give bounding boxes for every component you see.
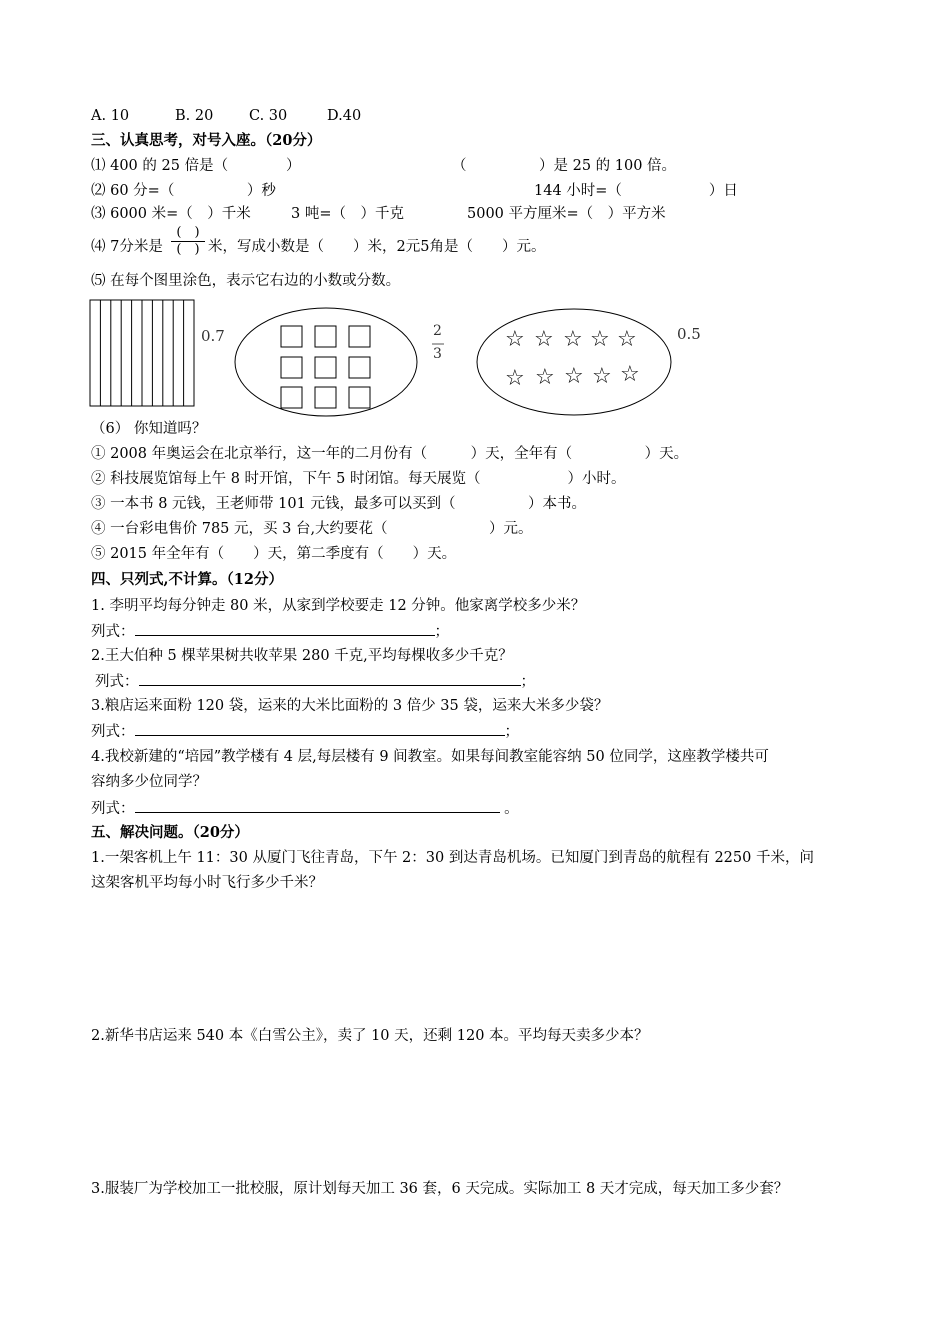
star-icon: ☆ <box>590 327 610 352</box>
section-3-title: 三、认真思考，对号入座。（20分） <box>91 132 322 149</box>
fraction-numerator: ( ) <box>176 225 200 240</box>
q3-3b: 3 吨=（ ）千克 <box>291 206 404 222</box>
star-icon: ☆ <box>617 327 637 352</box>
figure-fraction-denominator: 3 <box>433 346 442 362</box>
star-icon: ☆ <box>534 327 554 352</box>
figure-label-decimal-3: 0.5 <box>677 325 701 343</box>
option-c: C. 30 <box>249 108 288 124</box>
formula-label: 列式： <box>91 624 135 640</box>
q3-6-item-1: ① 2008 年奥运会在北京举行，这一年的二月份有（ ）天，全年有（ ）天。 <box>91 446 689 462</box>
option-a: A. 10 <box>91 108 130 124</box>
formula-label: 列式： <box>95 674 139 690</box>
section-5-title: 五、解决问题。（20分） <box>91 824 249 841</box>
q4-4a: 4.我校新建的“培园”教学楼有 4 层,每层楼有 9 间教室。如果每间教室能容纳 50 位同学，这座教学楼共可 <box>91 749 769 765</box>
option-d: D.40 <box>327 108 362 124</box>
q5-1b: 这架客机平均每小时飞行多少千米？ <box>91 875 323 891</box>
star-icon: ☆ <box>535 365 555 390</box>
q3-3a: ⑶ 6000 米=（ ）千米 <box>91 206 251 222</box>
q3-6-title: （6） 你知道吗？ <box>91 421 207 437</box>
q4-1: 1. 李明平均每分钟走 80 米，从家到学校要走 12 分钟。他家离学校多少米？ <box>91 598 586 614</box>
q4-1-formula: 列式： ； <box>91 621 449 642</box>
q3-4-post: 米，写成小数是（ ）米，2元5角是（ ）元。 <box>208 239 546 255</box>
q3-2a: ⑵ 60 分=（ ）秒 <box>91 183 276 199</box>
q3-5: ⑸ 在每个图里涂色，表示它右边的小数或分数。 <box>91 273 401 289</box>
stars-ellipse <box>477 309 671 415</box>
answer-blank[interactable] <box>135 621 435 636</box>
star-icon: ☆ <box>564 364 584 389</box>
option-b: B. 20 <box>175 108 214 124</box>
q3-2b: 144 小时=（ ）日 <box>534 183 738 199</box>
q3-4-pre: ⑷ 7分米是 <box>91 239 163 255</box>
q4-3: 3.粮店运来面粉 120 袋，运来的大米比面粉的 3 倍少 35 袋，运来大米多少袋？ <box>91 698 609 714</box>
q5-2: 2.新华书店运来 540 本《白雪公主》，卖了 10 天，还剩 120 本。平均每天卖多少本？ <box>91 1028 649 1044</box>
formula-label: 列式： <box>91 801 135 817</box>
fraction-denominator: ( ) <box>176 242 200 257</box>
figure-fraction-numerator: 2 <box>433 323 442 339</box>
q3-6-item-5: ⑤ 2015 年全年有（ ）天，第二季度有（ ）天。 <box>91 546 457 562</box>
star-icon: ☆ <box>563 327 583 352</box>
q3-6-item-3: ③ 一本书 8 元钱，王老师带 101 元钱，最多可以买到（ ）本书。 <box>91 496 586 512</box>
q4-2-formula: 列式： ； <box>95 671 535 692</box>
q5-3: 3.服装厂为学校加工一批校服，原计划每天加工 36 套，6 天完成。实际加工 8 天才完成，每天加工多少套？ <box>91 1181 789 1197</box>
q3-1a: ⑴ 400 的 25 倍是（ ） <box>91 158 301 174</box>
section-4-title: 四、只列式,不计算。（12分） <box>91 571 283 588</box>
q4-4-formula: 列式： 。 <box>91 798 519 819</box>
formula-label: 列式： <box>91 724 135 740</box>
answer-blank[interactable] <box>135 798 500 813</box>
q3-3c: 5000 平方厘米=（ ）平方米 <box>467 206 666 222</box>
q5-1a: 1.一架客机上午 11：30 从厦门飞往青岛，下午 2：30 到达青岛机场。已知厦门到青岛的航程有 2250 千米，问 <box>91 850 814 866</box>
star-icon: ☆ <box>620 362 640 387</box>
q3-6-item-4: ④ 一台彩电售价 785 元，买 3 台,大约要花（ ）元。 <box>91 521 533 537</box>
answer-blank[interactable] <box>135 721 505 736</box>
striped-rectangle <box>90 300 194 406</box>
q4-4b: 容纳多少位同学？ <box>91 774 207 790</box>
figure-label-decimal-1: 0.7 <box>201 327 225 345</box>
q3-6-item-2: ② 科技展览馆每上午 8 时开馆，下午 5 时闭馆。每天展览（ ）小时。 <box>91 471 626 487</box>
q4-3-formula: 列式： ； <box>91 721 519 742</box>
star-icon: ☆ <box>505 366 525 391</box>
q4-2: 2.王大伯种 5 棵苹果树共收苹果 280 千克,平均每棵收多少千克？ <box>91 648 513 664</box>
star-icon: ☆ <box>592 364 612 389</box>
q3-1b: （ ）是 25 的 100 倍。 <box>452 158 677 174</box>
squares-ellipse <box>235 308 417 416</box>
answer-blank[interactable] <box>139 671 521 686</box>
star-icon: ☆ <box>505 327 525 352</box>
